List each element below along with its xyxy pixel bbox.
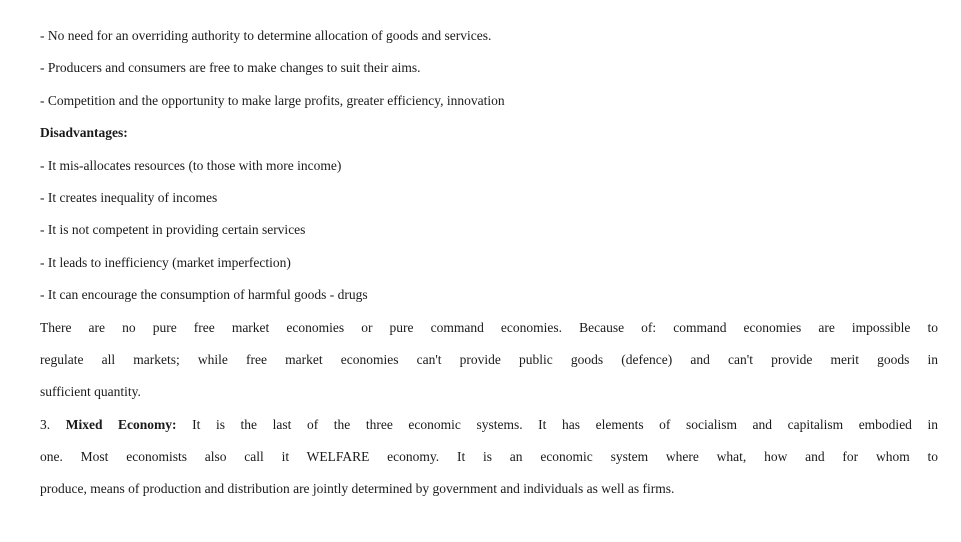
advantage-item: - Competition and the opportunity to make large profits, greater efficiency, innovation bbox=[40, 92, 505, 108]
mixed-economy-line: one. Most economists also call it WELFARE economy. It is an economic system where what, how and for whom to bbox=[40, 449, 938, 465]
mixed-economy-line: produce, means of production and distribution are jointly determined by government and individuals as well as firms. bbox=[40, 481, 675, 497]
mixed-economy-line bbox=[40, 415, 938, 447]
disadvantage-item: - It can encourage the consumption of harmful goods - drugs bbox=[40, 287, 368, 303]
mixed-economy-title: Mixed Economy: bbox=[65, 416, 177, 432]
disadvantage-item: - It leads to inefficiency (market imperfection) bbox=[40, 254, 291, 270]
disadvantage-item: - It is not competent in providing certain services bbox=[40, 222, 306, 238]
advantage-item: - Producers and consumers are free to make changes to suit their aims. bbox=[40, 60, 421, 76]
disadvantages-heading: Disadvantages: bbox=[40, 125, 128, 141]
section-number: 3. bbox=[40, 416, 51, 432]
disadvantage-item: - It creates inequality of incomes bbox=[40, 189, 218, 205]
paragraph-line: There are no pure free market economies or pure command economies. Because of: command economies are impossible to bbox=[40, 319, 938, 335]
document-body bbox=[40, 26, 938, 512]
paragraph-line: sufficient quantity. bbox=[40, 384, 141, 400]
advantage-item: - No need for an overriding authority to determine allocation of goods and services. bbox=[40, 28, 492, 43]
disadvantage-item: - It mis-allocates resources (to those with more income) bbox=[40, 157, 342, 173]
paragraph-line: regulate all markets; while free market economies can't provide public goods (defence) and can't provide merit goods in bbox=[40, 351, 938, 367]
mixed-economy-text: It is the last of the three economic systems. It has elements of socialism and capitalism embodied in bbox=[192, 416, 939, 432]
